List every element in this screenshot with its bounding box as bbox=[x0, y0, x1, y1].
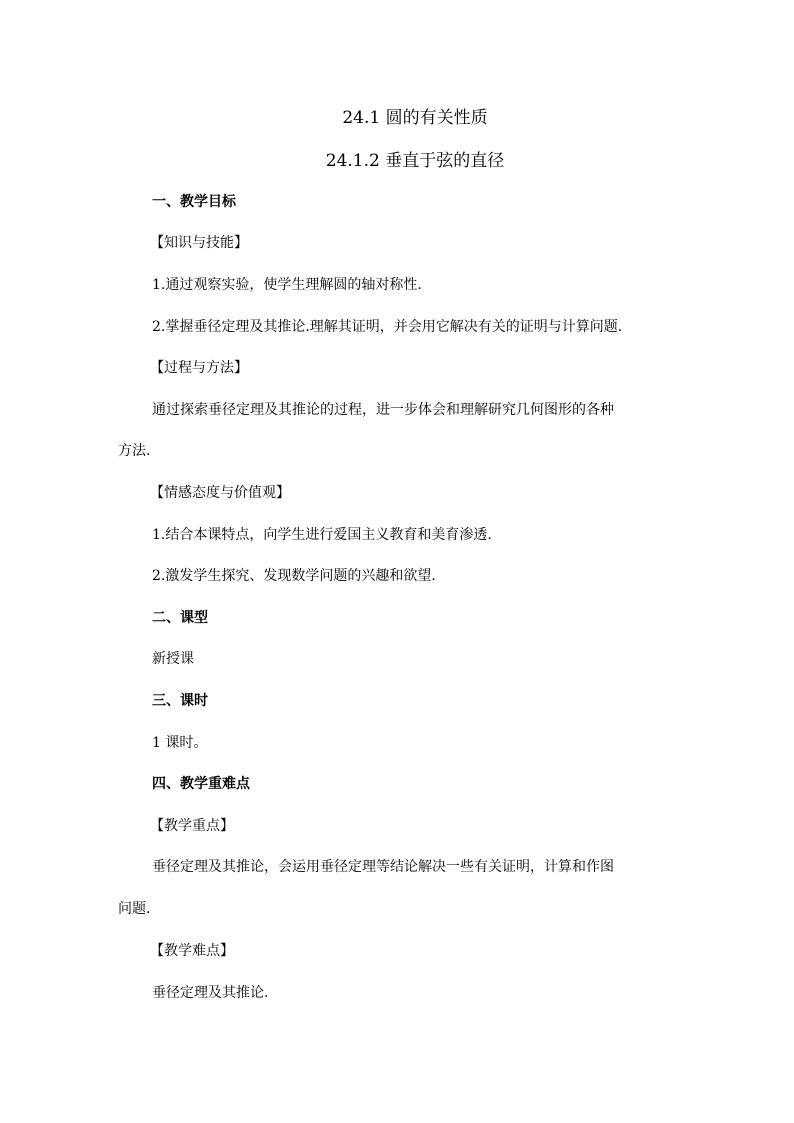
process-paragraph-line-1: 通过探索垂径定理及其推论的过程，进一步体会和理解研究几何图形的各种 bbox=[152, 402, 614, 418]
emotion-item-2: 2.激发学生探究、发现数学问题的兴趣和欲望. bbox=[152, 568, 436, 584]
section-heading-class-hours: 三、课时 bbox=[152, 693, 208, 709]
section-heading-objectives: 一、教学目标 bbox=[152, 194, 236, 210]
section-heading-key-difficult-points: 四、教学重难点 bbox=[152, 776, 250, 792]
difficult-points-label: 【教学难点】 bbox=[150, 943, 234, 959]
page-title: 24.1 圆的有关性质 bbox=[342, 108, 488, 128]
page-subtitle: 24.1.2 垂直于弦的直径 bbox=[325, 151, 505, 171]
difficult-points-text: 垂径定理及其推论. bbox=[152, 985, 269, 1001]
knowledge-item-1: 1.通过观察实验，使学生理解圆的轴对称性. bbox=[152, 277, 422, 293]
emotion-values-label: 【情感态度与价值观】 bbox=[150, 485, 290, 501]
section-heading-lesson-type: 二、课型 bbox=[152, 610, 208, 626]
process-method-label: 【过程与方法】 bbox=[150, 360, 248, 376]
knowledge-item-2: 2.掌握垂径定理及其推论.理解其证明，并会用它解决有关的证明与计算问题. bbox=[152, 319, 623, 335]
key-points-label: 【教学重点】 bbox=[150, 818, 234, 834]
class-hours-text: 1 课时。 bbox=[152, 735, 208, 751]
lesson-type-text: 新授课 bbox=[152, 651, 194, 667]
emotion-item-1: 1.结合本课特点，向学生进行爱国主义教育和美育渗透. bbox=[152, 527, 492, 543]
key-points-line-2: 问题. bbox=[118, 901, 151, 917]
process-paragraph-line-2: 方法. bbox=[118, 443, 151, 459]
key-points-line-1: 垂径定理及其推论，会运用垂径定理等结论解决一些有关证明，计算和作图 bbox=[152, 859, 614, 875]
knowledge-skills-label: 【知识与技能】 bbox=[150, 235, 248, 251]
